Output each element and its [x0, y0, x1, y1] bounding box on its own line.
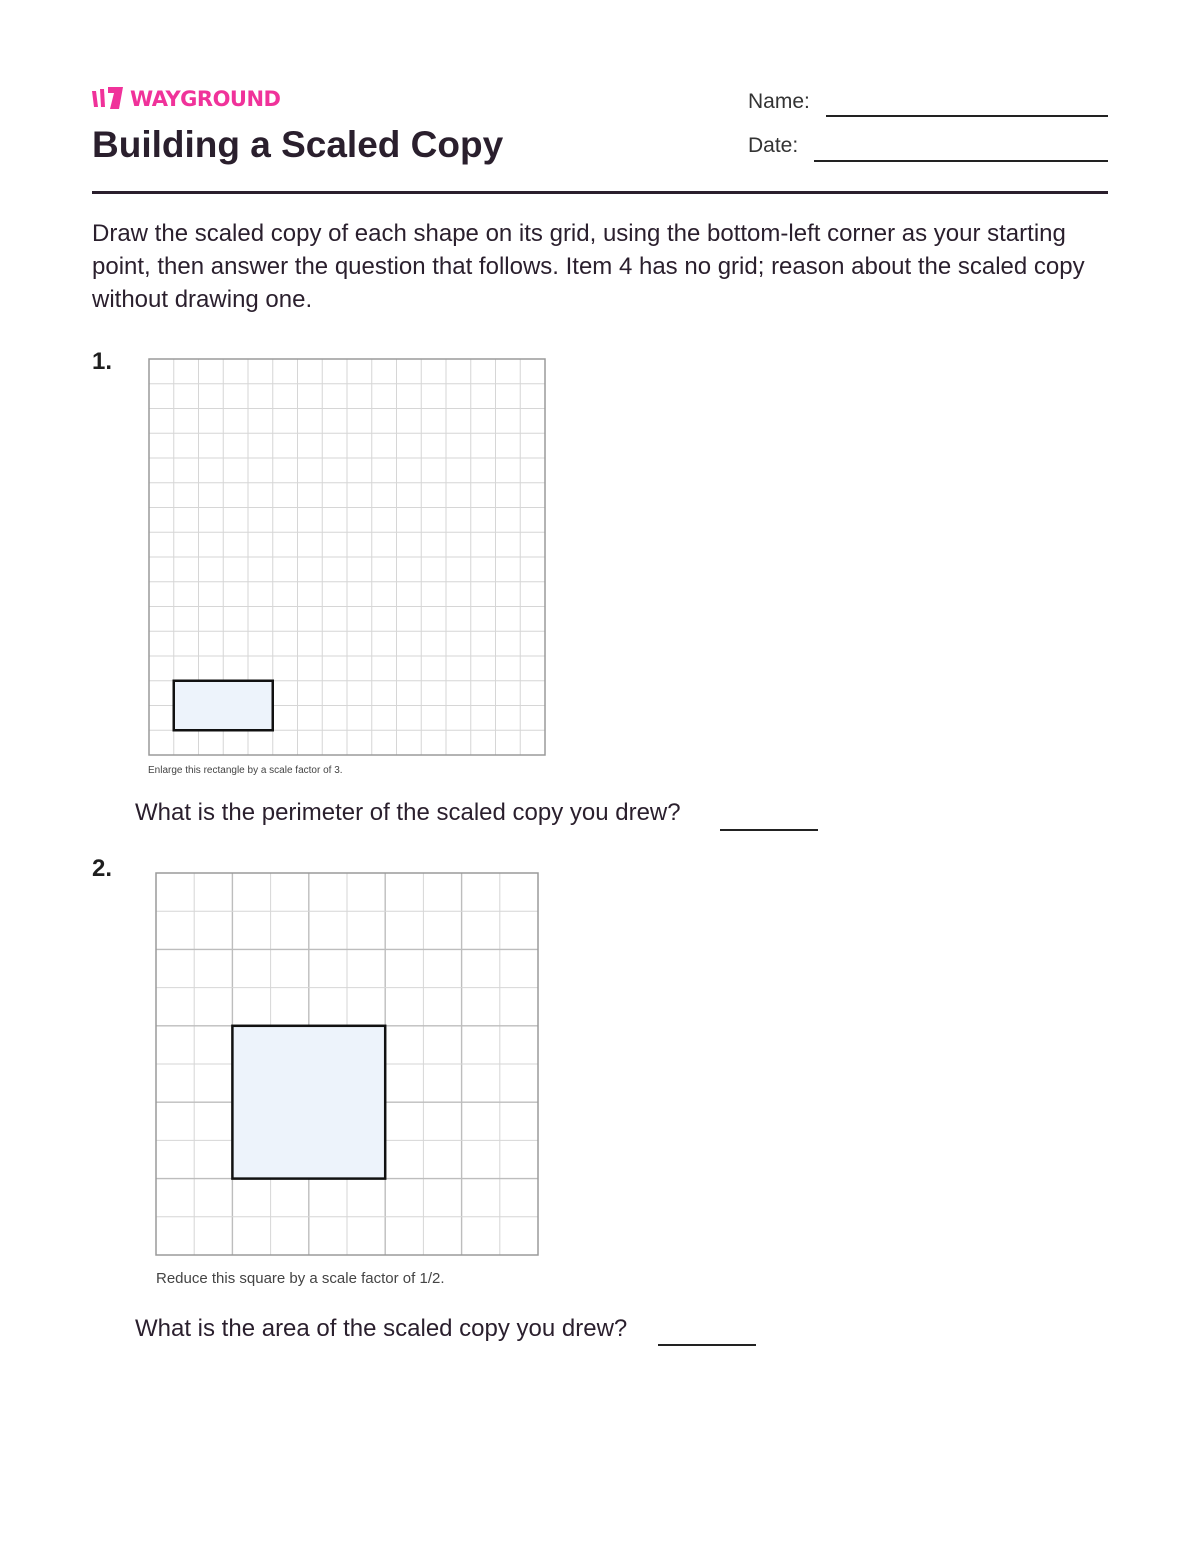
wayground-logo-icon [92, 87, 124, 111]
date-label: Date: [748, 134, 799, 157]
item-question-2: What is the area of the scaled copy you drew? [135, 1315, 628, 1342]
page-title: Building a Scaled Copy [92, 124, 504, 165]
answer-field-1[interactable] [720, 829, 818, 831]
brand-name: WAYGROUND [130, 87, 281, 111]
item-caption-1: Enlarge this rectangle by a scale factor of 3. [148, 765, 343, 776]
header-divider [92, 191, 1108, 194]
item-question-1: What is the perimeter of the scaled copy you drew? [135, 799, 681, 826]
original-square [232, 1026, 385, 1179]
item-caption-2: Reduce this square by a scale factor of 1/2. [156, 1270, 445, 1287]
date-field[interactable] [814, 160, 1108, 162]
instructions: Draw the scaled copy of each shape on its grid, using the bottom-left corner as your starting point, then answer the question that follows. Item 4 has no grid; reason about the scaled copy without drawing one. [92, 220, 1085, 313]
drawing-grid-2[interactable] [155, 872, 539, 1256]
name-field[interactable] [826, 115, 1108, 117]
original-rectangle [174, 681, 273, 731]
drawing-grid-1[interactable] [148, 358, 546, 756]
name-label: Name: [748, 90, 810, 113]
answer-field-2[interactable] [658, 1344, 756, 1346]
item-number-2: 2. [92, 855, 113, 882]
item-number-1: 1. [92, 348, 113, 375]
brand-logo [92, 86, 281, 112]
